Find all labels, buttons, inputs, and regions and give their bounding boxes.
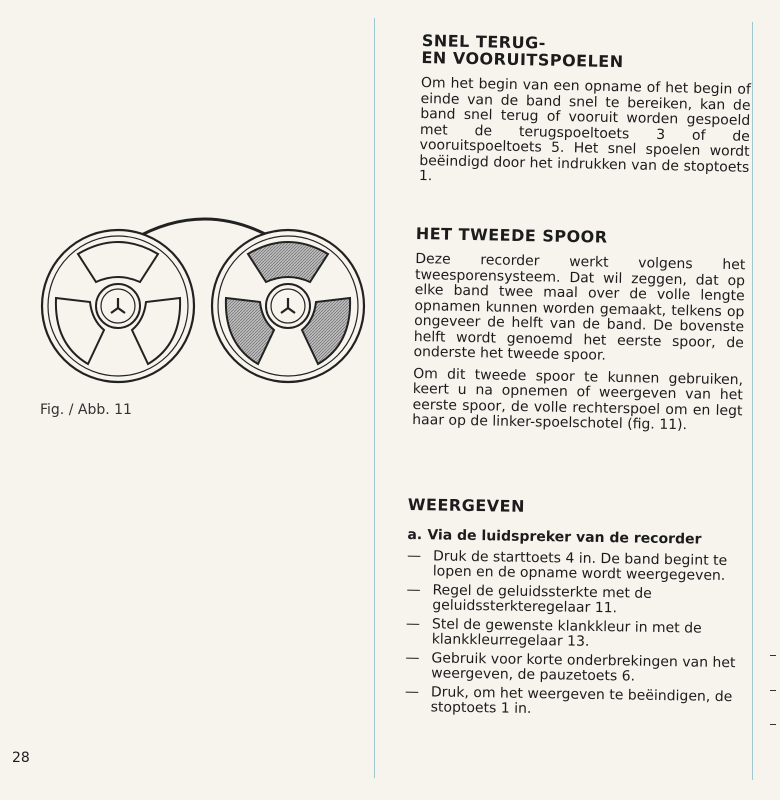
list-item	[407, 549, 747, 583]
column-rule-right	[752, 22, 753, 780]
list-item	[406, 583, 746, 617]
list-item-text: Gebruik voor korte onderbrekingen van het weergeven, de pauzetoets 6.	[431, 650, 736, 685]
section-paragraph-2: Om dit tweede spoor te kunnen gebruiken, keert u na opnemen of weergeven van het eerste spoor, de volle rechterspoel om en legt haar op de linker-spoelschotel (fig. 11).	[412, 365, 744, 434]
list-item-text: Regel de geluidssterkte met de geluidssterkteregelaar 11.	[432, 582, 652, 616]
section-title: WEERGEVEN	[407, 495, 526, 516]
title-line-2: EN VOORUITSPOELEN	[421, 47, 624, 72]
dash-bullet: —	[404, 683, 420, 701]
section-paragraph-1: Deze recorder werkt volgens het tweesporensysteem. Dat wil zeggen, dat op elke band twee maal over de volle lengte opnamen kunnen worden gemaakt, telkens op ongeveer de helft van de band. De bovenste helft wordt genoemd het eerste spoor, de onderste het tweede spoor.	[413, 250, 746, 364]
list-item	[406, 617, 746, 651]
section-title: HET TWEEDE SPOOR	[415, 224, 608, 247]
section-title	[421, 32, 752, 73]
section-playback	[404, 496, 747, 724]
list-item-text: Druk de starttoets 4 in. De band begint te lopen en de opname wordt weergegeven.	[432, 548, 728, 584]
full-reel-icon	[212, 230, 364, 382]
list-item	[405, 651, 745, 685]
list-item-text: Druk, om het weergeven te beëindigen, de stoptoets 1 in.	[430, 684, 733, 717]
list-item-text: Stel de gewenste klankkleur in met de klankkleurregelaar 13.	[431, 616, 702, 650]
subsection-letter: a.	[407, 526, 423, 544]
dash-bullet: —	[405, 615, 421, 633]
dash-bullet: —	[406, 547, 422, 565]
section-fast-wind	[419, 32, 752, 191]
page-number: 28	[12, 750, 30, 766]
margin-mark	[770, 724, 776, 725]
empty-reel-icon	[42, 230, 194, 382]
figure-caption: Fig. / Abb. 11	[40, 402, 132, 418]
subsection-title: Via de luidspreker van de recorder	[427, 527, 702, 548]
dash-bullet: —	[405, 649, 420, 667]
title-line-1: SNEL TERUG-	[421, 31, 547, 53]
tape-reels-figure	[40, 210, 370, 400]
margin-mark	[770, 690, 776, 691]
section-body: Om het begin van een opname of het begin of einde van de band snel te bereiken, kan de band snel terug of vooruit worden gespoeld met de terugspoeltoets 3 of de vooruitspoeltoets 5. Het snel spoelen wordt beëindigd door het indrukken van de stoptoets 1.	[418, 74, 752, 185]
subsection-heading	[407, 527, 747, 548]
list-item	[405, 685, 745, 719]
section-second-track	[412, 225, 746, 435]
dash-bullet: —	[406, 581, 421, 599]
instruction-list	[405, 549, 748, 719]
margin-mark	[770, 655, 776, 656]
column-rule-left	[374, 18, 375, 778]
